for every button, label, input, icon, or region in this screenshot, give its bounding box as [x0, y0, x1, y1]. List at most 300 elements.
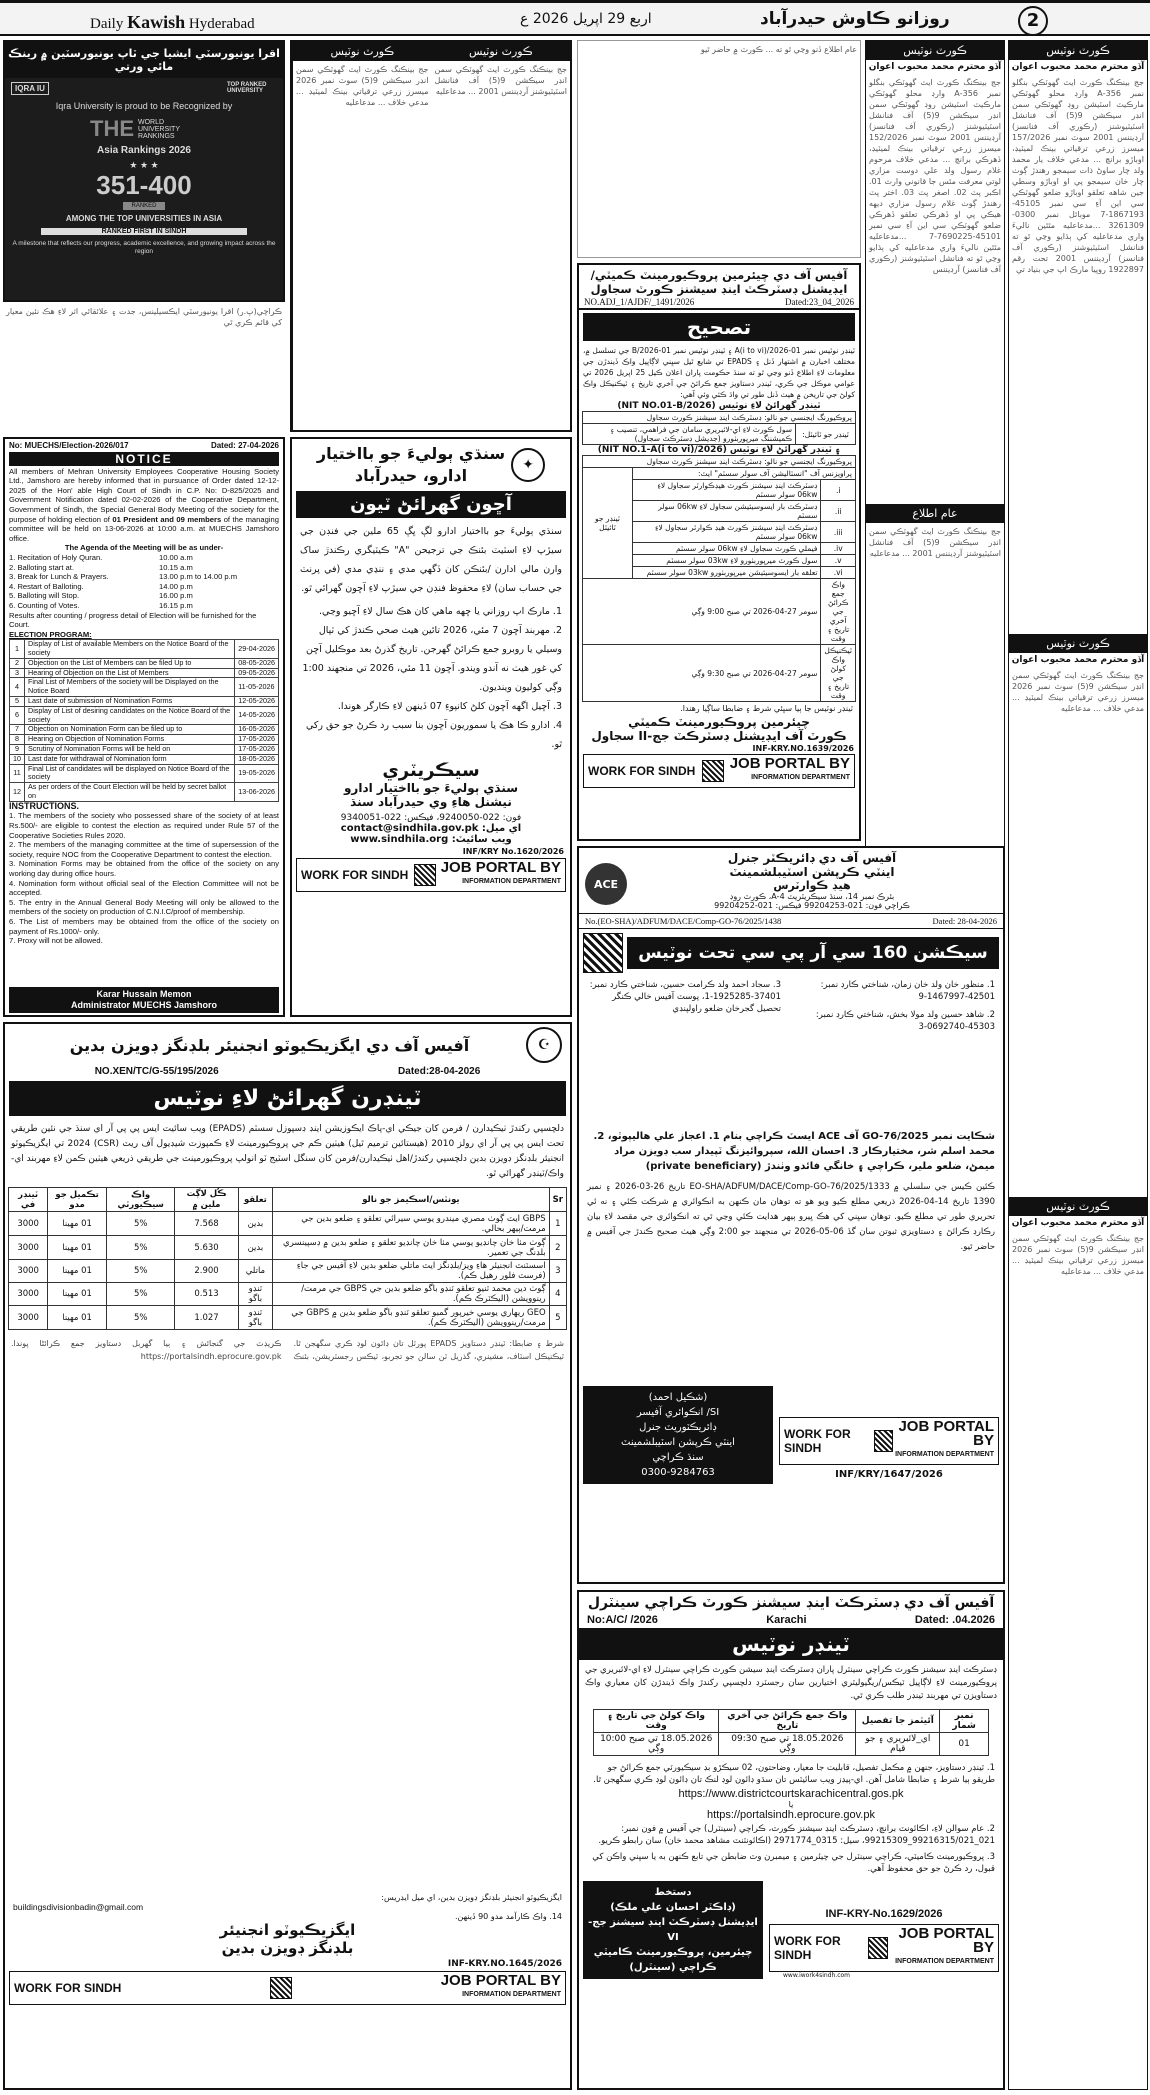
job-portal-banner [779, 1417, 999, 1465]
kc-col-header: آئيٽمز جا تفصيل [856, 1710, 940, 1733]
badin-completion: 01 مهينا [48, 1283, 107, 1306]
program-num: 6 [10, 706, 25, 725]
program-date: 16-05-2026 [235, 725, 279, 735]
program-date: 13-06-2026 [235, 783, 279, 802]
court-notice-header: ڪورٽ نوٽيس [866, 41, 1004, 60]
kc-point2: 2. عام سوالن لاءِ، اڪائونٽ برانچ، ڊسٽرڪٽ اينڊ سيشنز ڪورٽ، ڪراچي (سينٽرل) جي آفيس ۾ فون نمبر: 021_99216315/021_99215309، سيل: 0315_2971774 (اڪائونٽنٽ مشاهد محمد خان) سان رابطو ڪريو. [598, 1824, 995, 1846]
kc-url2[interactable]: https://portalsindh.eprocure.gov.pk [707, 1809, 875, 1821]
court-notice-header: ڪورٽ نوٽيس [432, 42, 571, 61]
ace-person: 2. شاهد حسين ولد مولا بخش، شناختي ڪارڊ نمبر: 45303-0692740-3 [815, 1010, 995, 1032]
sujawal-sign2: ڪورٽ آف ايڊيشنل ڊسٽرڪٽ جج-II سجاول [591, 729, 847, 743]
nit-a-opening-value: سومر 27-04-2026 تي صبح 9:30 وڳي [583, 645, 821, 702]
ace-section160-notice [577, 846, 1005, 1584]
ace-title: سيڪشن 160 سي آر پي سي تحت نوٽيس [627, 937, 999, 969]
program-desc: As per orders of the Court Election will be held by secret ballot on [25, 783, 235, 802]
agenda-label: 3. Break for Lunch & Prayers. [9, 572, 109, 582]
badin-security: 5% [106, 1260, 175, 1283]
program-date: 29-04-2026 [235, 640, 279, 659]
nit-a-item-num: iv. [821, 543, 856, 555]
badin-sr: 3 [549, 1260, 566, 1283]
nit-a-agency: پروڪيورنگ ايجنسي جو نالو: ڊسٽرڪٽ اينڊ سيشنز ڪورٽ سجاول [583, 456, 856, 468]
ace-inf: INF/KRY/1647/2026 [835, 1469, 943, 1480]
badin-col-header: تڪميل جو مدو [48, 1188, 107, 1212]
stars-icon: ★ ★ ★ [129, 160, 159, 170]
program-date: 11-05-2026 [235, 678, 279, 697]
court-notice-addressee: آڏو محترم محمد محبوب اعوان [1011, 655, 1145, 665]
asia-rankings: Asia Rankings 2026 [97, 145, 191, 156]
ace-sign-phone: 0300-9284763 [641, 1467, 715, 1478]
court-notice-body: جج بينڪنگ ڪورٽ ايٽ گهوٽڪي سمن انڊر سيڪشن 9(5) آف فنانشل اسٽيٽيوشنز آرڊيننس 2001 ... مدعاعليه [869, 527, 1001, 558]
sujawal-ref: NO.ADJ_1/AJDF/_1491/2026 [584, 297, 695, 307]
nit-a-provision-row [583, 468, 856, 480]
agenda-time: 10.00 a.m [159, 552, 193, 562]
ace-sign-name: (شڪيل احمد) [648, 1392, 708, 1403]
badin-sr: 1 [549, 1212, 566, 1236]
badin-fee: 3000 [9, 1260, 48, 1283]
election-program-table [9, 639, 279, 802]
sindhila-org-line2: ادارو، حيدرآباد [354, 466, 468, 485]
agenda-label: 4. Restart of Balloting. [9, 581, 84, 591]
program-row [10, 745, 279, 755]
instructions-title: INSTRUCTIONS. [9, 800, 80, 811]
agenda-time: 13.00 p.m to 14.00 p.m [159, 572, 238, 582]
job-portal-by: JOB PORTAL BY [898, 1925, 994, 1956]
badin-col-header: ٽينڊر في [9, 1188, 48, 1212]
top-ranked-badge: TOP RANKED UNIVERSITY [227, 82, 267, 94]
instruction-item: 3. Nomination Forms may be obtained from the office of the society on any working day during office hours. [9, 859, 279, 878]
job-portal-url[interactable]: www.iwork4sindh.com [783, 1972, 851, 1979]
work-for-sindh: WORK FOR SINDH [301, 868, 409, 882]
nit-a-title: ۽ ٽينڊر گهرائڻ لاءِ نوٽيس (NIT NO.1-A(i to vi)/2026) [597, 445, 841, 455]
notice-ref: No: MUECHS/Election-2026/017 [9, 441, 129, 450]
nit-a-item-text: ڊسٽرڪٽ بار ايسوسيئيشن سجاول لاءِ 06kw سولر سسٽم [633, 501, 821, 522]
badin-fee: 3000 [9, 1236, 48, 1260]
sujawal-tender-correction [577, 263, 861, 841]
court-notice-addressee: آڏو محترم محمد محبوب اعوان [1011, 62, 1145, 72]
signatory-title: Administrator MUECHS Jamshoro [70, 1000, 218, 1010]
sindh-govt-emblem-icon: ☪ [526, 1027, 562, 1063]
iqra-logo: IQRA IU [11, 82, 49, 95]
badin-scheme: GBPS ايٽ ڳوٺ مصري ميندرو يوسي سيرائي تعلقو ۽ ضلعو بدين جي مرمت/ٻيهر بحالي. [273, 1212, 550, 1236]
program-desc: Hearing on Objection of Nomination Forms [25, 735, 235, 745]
agenda-label: 1. Recitation of Holy Quran. [9, 552, 103, 562]
sindhila-org-line1: سنڌي ٻوليءَ جو بااختيار [316, 444, 506, 463]
badin-scheme: ڳوٺ مٺا خان چانڊيو يوسي مٺا خان چانڊيو تعلقو ۽ ضلعو بدين ۾ ڊسپينسري بلڊنگ جي تعمير. [273, 1236, 550, 1260]
work-for-sindh: WORK FOR SINDH [588, 764, 696, 778]
agenda-list [9, 553, 279, 611]
program-num: 10 [10, 754, 25, 764]
ace-office1: آفيس آف دي ڊائريڪٽر جنرل [727, 851, 897, 865]
qr-code-icon [874, 1430, 893, 1452]
kc-point3: 3. پروڪيورمينٽ ڪاميٽي، ڪراچي سينٽرل جي چيئرمين ۽ ميمبرن وٽ ضابطن جي تابع ڪنهن به يا سڀني واڪن کي قبول، رد ڪرڻ جو حق محفوظ آهي. [592, 1852, 995, 1874]
nit-a-agency-row [583, 456, 856, 468]
sujawal-inf: INF-KRY.NO.1639/2026 [752, 744, 854, 753]
badin-col-header: تعلقو [238, 1188, 273, 1212]
kc-col-header: واڪ کولڻ جي تاريخ ۽ وقت [594, 1710, 719, 1733]
program-num: 2 [10, 658, 25, 668]
badin-table-row [9, 1306, 567, 1330]
info-dept: INFORMATION DEPARTMENT [751, 774, 850, 781]
program-num: 9 [10, 745, 25, 755]
sindhila-investment-notice [290, 437, 572, 1017]
kc-col-header: نمبر شمار [940, 1710, 989, 1733]
nit-a-opening-label: ٽيڪنيڪل واڪ کولڻ جي تاريخ ۽ وقت [821, 645, 856, 702]
ace-person: 3. سجاد احمد ولد ڪرامت حسين، شناختي ڪارڊ نمبر: 37401-1925285-1، پوسٽ آفيس خالي ڪنگر تحصيل گجرخان ضلعو راولپنڊي [589, 980, 781, 1014]
badin-security: 5% [106, 1236, 175, 1260]
program-desc: Display of List of desiring candidates on the Notice Board of the society [25, 706, 235, 725]
nit-a-item-num: ii. [821, 501, 856, 522]
iqra-article-body: ڪراچي(پ.ر) اقرا يونيورسٽي ايڪسيلينس، جدت ۽ علائقائي اثر لاءِ هڪ نئين معيار کي قائم ڪري ٿي [6, 307, 282, 327]
nit-a-deadline-label: واڪ جمع ڪرائڻ جي آخري تاريخ ۽ وقت [821, 579, 856, 645]
masthead [0, 0, 1150, 36]
sindhila-point: 2. مهربند آڇون 7 مئي، 2026 تائين هيٺ صحي ڪندڙ کي ٽپال وسيلي يا روبرو جمع ڪرائڻ گهرجن. تاريخ گذرڻ بعد موڪليل آڇن کي غور هيٺ نه آندو ويندو. آڇون 11 مئي، 2026 تي منجهند 1:00 وڳي کوليون وينديون. [302, 625, 562, 693]
kc-city: Karachi [766, 1614, 807, 1626]
court-notice-body: جج بينڪنگ ڪورٽ ايٽ گهوٽڪي بنگلو نمبر 356-A وارڊ محلو گهوٽڪي مارڪيٽ اسٽيشن روڊ گهوٽڪي سمن انڊر سيڪشن 9(5) آف فنانشل اسٽيٽيوشنز (رڪوري آف فنانسز) آرڊيننس 2001 سوٽ نمبر 152/2026 ميسرز زرعي ترقياتي بينڪ لميٽيڊ، ڏهرڪي برانچ ... مدعي خلاف مرحوم غلام رسول ولد علي دوست مزاري لوتي معرفت مٿس جا قانوني وارث 01. اڪبر پٽ 02. اصغر پٽ 03. اختر پٽ رهندڙ ڳوٺ غلام رسول مزاري ديهه هيڪي پي او ڏهرڪي تعلقو ڏهرڪي ضلعو گهوٽڪي سي اين آءِ سي نمبر 45101-7690225-7 ...مدعاعليه مٿئين ناليءَ واري مدعاعليه کي ٻڌايو وڃي ٿو ته فنانشل اسٽيٽيوشنز (رڪوري آف فنانسز) آرڊيننس [869, 78, 1001, 274]
badin-sr: 5 [549, 1306, 566, 1330]
badin-scheme: ڳوٺ دين محمد ٽنيو تعلقو ٽنڊو باگو ضلعو بدين جي GBPS جي مرمت/رينوويشن (اليڪٽرڪ ڪم). [273, 1283, 550, 1306]
program-date: 17-05-2026 [235, 745, 279, 755]
sujawal-body: ٽينڊر نوٽيس نمبر 01-A(i to vi)/2026 ۽ ٽينڊر نوٽيس نمبر 01-B/2026 جي تسلسل ۾، مختلف اخبارن ۾ اشتهار ڏنل ۽ EPADS تي شايع ٿيل سڀني لاڳاپيل واڪ ڏيندڙن جي معلومات لاءِ اطلاع ڏنو وڃي ٿو ته سنڌ حڪومت پاران اعلان ڪيل 25 اپريل 2026 تي عوامي موڪل جي ڪري، ٽينڊر دستاويز جمع ڪرائڻ جي آخري تاريخ ۽ ٽيڪنيڪل واڪ کولڻ جي تاريخن ۾ هيٺ ڏنل طور تي واڌ ڪئي وئي آهي: [583, 346, 856, 399]
nit-a-item-num: i. [821, 480, 856, 501]
badin-col-header: يونٽس/اسڪيمز جو نالو [273, 1188, 550, 1212]
badin-completion: 01 مهينا [48, 1236, 107, 1260]
instruction-item: 4. Nomination form without official seal of the Election Committee will not be accepted. [9, 878, 279, 898]
sindhila-phone: فون: 022-9240050، فيڪس: 022-9340051 [340, 813, 522, 823]
ace-sign-org2: اينٽي ڪرپشن اسٽيبلشمينٽ [621, 1437, 735, 1448]
sujawal-sign1: چيئرمين پروڪيورمينٽ ڪميٽي [628, 715, 810, 729]
court-notice-column-a [1008, 40, 1148, 2090]
badin-email-label: ايگزيڪيوٽو انجنيئر بلڊنگز ڊويزن بدين، اي ميل ايڊريس: [381, 1893, 562, 1902]
sujawal-title: تصحيح [583, 313, 855, 341]
kc-ref: No:A/C/ /2026 [587, 1614, 658, 1626]
badin-table-row [9, 1260, 567, 1283]
badin-col-header: ڪُل لاڳت ملين ۾ [175, 1188, 238, 1212]
court-notice-body: عام اطلاع ڏنو وڃي ٿو ته ... ڪورٽ ۾ حاضر ٿيو [577, 40, 861, 258]
program-row [10, 697, 279, 707]
court-notice-header: ڪورٽ نوٽيس [293, 42, 432, 61]
program-row [10, 764, 279, 783]
job-portal-by: JOB PORTAL BY [440, 859, 561, 876]
notice-title: NOTICE [9, 452, 279, 466]
court-notice-body: جج بينڪنگ ڪورٽ ايٽ گهوٽڪي سمن انڊر سيڪشن 9(5) سوٽ نمبر 2026 ميسرز زرعي ترقياتي بينڪ لميٽيڊ ... مدعي خلاف ... مدعاعليه [296, 65, 429, 107]
program-date: 09-05-2026 [235, 668, 279, 678]
badin-cost: 0.513 [175, 1283, 238, 1306]
program-row [10, 658, 279, 668]
instruction-item: 7. Proxy will not be allowed. [9, 936, 103, 946]
nit-a-title-label: ٽينڊر جو ٽائيٽل [583, 468, 633, 579]
court-notice-addressee: آڏو محترم محمد محبوب اعوان [1011, 1218, 1145, 1228]
qr-code-icon [868, 1937, 888, 1959]
program-desc: Objection on Nomination Form can be filed up to [25, 725, 235, 735]
karachi-central-tender-notice [577, 1590, 1005, 2090]
sindhila-sign-title: سيڪريٽري [382, 760, 480, 781]
work-for-sindh: WORK FOR SINDH [774, 1934, 841, 1962]
program-date: 19-05-2026 [235, 764, 279, 783]
nit-a-table [582, 455, 856, 702]
muechs-signatory [9, 987, 279, 1013]
program-title: ELECTION PROGRAM: [9, 629, 92, 639]
badin-sign2: بلڊنگز ڊويزن بدين [221, 1939, 354, 1957]
badin-table-row [9, 1236, 567, 1260]
kc-url1[interactable]: https://www.districtcourtskarachicentral.gos.pk [678, 1788, 904, 1800]
program-desc: Hearing of Objection on the List of Members [25, 668, 235, 678]
ace-body: ڪئين ڪيس جي سلسلي ۾ EO-SHA/ADFUM/DACE/Comp-GO-76/2025/1333 تاريخ 26-03-2026 ۽ نمبر 1390 تاريخ 14-04-2026 ذريعي مطلع ڪيو ويو هو ته توهان مان ڪنهن به انڪوائري ۾ شرڪت ڪئي ۽ نه ئي تحريري طور تي مطلع ڪيو. توهان سڀني کي هڪ ڀيرو ٻيهر هدايت ڪئي وڃي ٿي ته انڪوائري جي مقصد لاءِ بيان رڪارڊ ڪرائڻ ۽ دستاويزي ثبوتن سان گڏ 06-05-2026 تي منجهند جو 2:00 وڳي هيٺ صحيح ڪندڙ جي آفيس ۾ حاضر ٿيو. [587, 1182, 995, 1252]
sindhila-points [292, 602, 570, 754]
program-row [10, 754, 279, 764]
kc-date: Dated: .04.2026 [914, 1614, 995, 1626]
program-date: 14-05-2026 [235, 706, 279, 725]
nit-a-item-num: v. [821, 555, 856, 567]
badin-office: آفيس آف دي ايگزيڪيوٽو انجنيئر بلڊنگز ڊويزن بدين [69, 1035, 470, 1055]
qr-code-icon [583, 933, 623, 973]
work-for-sindh: WORK FOR SINDH [14, 1981, 122, 1995]
badin-table-row [9, 1283, 567, 1306]
qr-code-icon [702, 760, 724, 782]
ace-date: Dated: 28-04-2026 [932, 916, 997, 926]
agenda-label: 6. Counting of Votes. [9, 600, 80, 610]
notice-date: Dated: 27-04-2026 [210, 441, 279, 450]
badin-security: 5% [106, 1306, 175, 1330]
badin-cost: 5.630 [175, 1236, 238, 1260]
badin-conditions: شرط ۽ ضابطا: ٽينڊر دستاويز EPADS پورٽل تان ڊائون لوڊ ڪري سگهجن ٿا. ٽيڪنيڪل اسٽاف، مشينري، گذريل ٽن سالن جو تجربو، ٽيڪس رجسٽريشن، بئنڪ ڪريڊٽ جي گنجائش ۽ ٻيا گهربل دستاويز جمع ڪرائڻا پوندا. https://portalsindh.eprocure.gov.pk [11, 1339, 564, 1361]
qr-code-icon [414, 864, 436, 886]
kc-col-header: واڪ جمع ڪرائڻ جي آخري تاريخ [719, 1710, 856, 1733]
program-num: 5 [10, 697, 25, 707]
program-row [10, 640, 279, 659]
program-date: 08-05-2026 [235, 658, 279, 668]
badin-taluka: بدين [238, 1212, 273, 1236]
nit-a-item-num: iii. [821, 522, 856, 543]
program-row [10, 783, 279, 802]
agenda-label: 5. Balloting will Stop. [9, 591, 80, 601]
badin-inf: INF-KRY.NO.1645/2026 [447, 1959, 562, 1969]
iqra-university-ad [3, 40, 285, 302]
program-desc: Scrutiny of Nomination Forms will be held on [25, 745, 235, 755]
badin-title: ٽينڊرن گهرائڻ لاءِ نوٽيس [9, 1081, 566, 1116]
agenda-time: 16.00 p.m [159, 591, 193, 601]
nit-a-item-text: ڊسٽرڪٽ اينڊ سيشنز ڪورٽ هيڊ ڪوارٽر سجاول لاءِ 06kw سولر سسٽم [633, 522, 821, 543]
program-desc: Display of List of available Members on the Notice Board of the society [25, 640, 235, 659]
results-note: Results after counting / progress detail of Election will be furnished for the Court. [9, 610, 257, 630]
info-dept: INFORMATION DEPARTMENT [462, 878, 561, 885]
job-portal-by: JOB PORTAL BY [440, 1972, 561, 1989]
sindhila-email[interactable]: اي ميل: contact@sindhila.gov.pk [340, 823, 522, 834]
ace-sign-org1: ڊائريڪٽوريٽ جنرل [639, 1422, 717, 1433]
sujawal-date: Dated:23_04_2026 [785, 297, 854, 307]
badin-security: 5% [106, 1283, 175, 1306]
badin-point14: 14. واڪ ڪارآمد مدو 90 ڏينهن. [455, 1912, 562, 1921]
program-row [10, 706, 279, 725]
ace-addr: بئرڪ نمبر 14، سنڌ سيڪريٽريٽ 4-A، ڪورٽ روڊ [729, 892, 895, 901]
badin-scheme: GEO ريهاري يوسي خيرپور گمبو تعلقو ٽنڊو باگو ضلعو بدين ۾ GBPS جي مرمت/رينوويشن (اليڪٽرڪ ڪم). [273, 1306, 550, 1330]
badin-taluka: بدين [238, 1236, 273, 1260]
info-dept: INFORMATION DEPARTMENT [895, 1958, 994, 1965]
sindhila-point: 1. مارڪ اپ روزاني يا ڇهه ماهي کان هڪ سال لاءِ آڇيو وڃي. [319, 606, 562, 617]
notice-intro: All members of Mehran University Employees Cooperative Housing Society Ltd., Jamshoro are hereby informed that in pursuance of Order dated 12-12-2025 of the Hon' able High Court of Sindh in C.P. No: D-825/2025 and Government Notification dated 02-02-2026 of the Cooperative Department, Government of Sindh, the Special General Body Meeting of the society for the purpose of holding election of 01 President and 09 members of the managing committee will be held on 13-06-2026 at 10:00 a.m. at MUECHS Jamshoro office. [9, 466, 279, 543]
nit-a-item-num: vi. [821, 567, 856, 579]
kc-sign-name: (ڊاڪٽر احسان علي ملڪ) [610, 1902, 736, 1913]
badin-taluka: ٽنڊو باگو [238, 1306, 273, 1330]
court-notice-body: جج بينڪنگ ڪورٽ ايٽ گهوٽڪي سمن انڊر سيڪشن 9(5) سوٽ نمبر 2026 ميسرز زرعي ترقياتي بينڪ لميٽيڊ ... مدعي خلاف ... مدعاعليه [1012, 1234, 1144, 1276]
court-notice-addressee: آڏو محترم محمد محبوب اعوان [868, 62, 1002, 72]
instructions-list [9, 811, 279, 945]
badin-fee: 3000 [9, 1306, 48, 1330]
court-notices-column-group [290, 40, 572, 432]
ace-signatory [583, 1386, 773, 1484]
info-dept: INFORMATION DEPARTMENT [895, 1451, 994, 1458]
badin-taluka: ٽنڊو باگو [238, 1283, 273, 1306]
info-dept: INFORMATION DEPARTMENT [462, 1991, 561, 1998]
sindhila-title: آڇون گھرائڻ ٽيون [296, 491, 566, 518]
rank-value: 351-400 [96, 170, 192, 200]
badin-completion: 01 مهينا [48, 1306, 107, 1330]
badin-security: 5% [106, 1212, 175, 1236]
instruction-item: 6. The List of members may be obtained from the office of the society on payment of Rs.1000/- only. [9, 916, 279, 936]
program-date: 12-05-2026 [235, 697, 279, 707]
ace-office3: هيڊ ڪوارٽرس [773, 879, 851, 892]
agenda-item [9, 553, 279, 563]
badin-cost: 1.027 [175, 1306, 238, 1330]
work-for-sindh: WORK FOR SINDH [784, 1427, 851, 1455]
sindhila-sign-org: سنڌي ٻوليءَ جو بااختيار ادارو [343, 781, 519, 795]
program-date: 17-05-2026 [235, 735, 279, 745]
ace-sign-city: سنڌ ڪراچي [652, 1452, 704, 1463]
program-num: 7 [10, 725, 25, 735]
sindhila-inf: INF/KRY No.1620/2026 [462, 847, 564, 856]
nit-a-provision: پراويزنس آف "انسٽاليشن آف سولر سسٽم" ايٽ: [633, 468, 856, 480]
job-portal-banner [9, 1971, 566, 2005]
ace-ref: No.(EO-SHA)/ADFUM/DACE/Comp-GO-76/2025/1438 [585, 916, 782, 926]
kc-table-row: 01 اي_لائبريري ۽ جو قيام 18.05.2026 تي صبح 09:30 وڳي 18.05.2026 تي صبح 10:00 وڳي [594, 1733, 989, 1756]
badin-date: Dated:28-04-2026 [398, 1066, 481, 1077]
court-notice-header: ڪورٽ نوٽيس [1009, 41, 1147, 60]
agenda-item [9, 591, 279, 601]
badin-tender-notice [3, 1022, 572, 2090]
job-portal-banner [296, 858, 566, 892]
ace-persons [579, 977, 1003, 1127]
badin-cost: 7.568 [175, 1212, 238, 1236]
badin-sign1: ايگزيڪيوٽو انجنيئر [219, 1921, 356, 1939]
nit-a-item-text: سول ڪورٽ ميرپوربٺورو لاءِ 03kw سولر سسٽم [633, 555, 821, 567]
agenda-item [9, 601, 279, 611]
nit-b-title: ٽينڊر گهرائڻ لاءِ نوٽيس (NIT NO.01-B/2026) [617, 401, 821, 411]
badin-cost: 2.900 [175, 1260, 238, 1283]
sindhila-sign-addr: نيشنل هاءِ وي حيدرآباد سنڌ [350, 795, 512, 809]
wur-logo: WORLD UNIVERSITY RANKINGS [138, 118, 180, 140]
program-num: 4 [10, 678, 25, 697]
court-notice-body: جج بينڪنگ ڪورٽ ايٽ گهوٽڪي سمن انڊر سيڪشن 9(5) سوٽ نمبر 2026 ميسرز زرعي ترقياتي بينڪ لميٽيڊ ... مدعي خلاف ... مدعاعليه [1012, 671, 1144, 713]
masthead-title: روزانو ڪاوش حيدرآباد [760, 9, 950, 29]
job-portal-by: JOB PORTAL BY [729, 755, 850, 772]
badin-email[interactable]: buildingsdivisionbadin@gmail.com [13, 1902, 144, 1912]
agenda-item [9, 582, 279, 592]
sindhila-logo-icon: ✦ [511, 448, 545, 482]
program-desc: Final List of Members of the society will be Displayed on the Notice Board [25, 678, 235, 697]
page-number: 2 [1018, 6, 1048, 36]
kc-sign-city: ڪراچي (سينٽرل) [629, 1962, 717, 1973]
kc-office: آفيس آف دي ڊسٽرڪٽ اينڊ سيشنز ڪورٽ ڪراچي سينٽرل [587, 1595, 995, 1611]
badin-fee: 3000 [9, 1283, 48, 1306]
agenda-item [9, 572, 279, 582]
job-portal-by: JOB PORTAL BY [898, 1418, 994, 1449]
qr-code-icon [270, 1977, 292, 1999]
kc-point1: 1. ٽينڊر دستاويز، جنهن ۾ مڪمل تفصيل، قابليت جا معيار، وضاحتون، 02 سيڪڙو بڊ سيڪيورٽي جمع ڪرائڻ جو طريقو ٻيا شرط ۽ ضابطا شامل آهن. اي-پيڊز ويب سائيٽس تان سڌو ڊائون لوڊ لنڪ تان ڊائون لوڊ ڪري سگهجن ٿا. [593, 1763, 995, 1785]
sindhila-point: 4. ادارو ڪا هڪ يا سموريون آڇون بنا سبب رد ڪرڻ جو حق رکي ٿو. [305, 720, 562, 750]
job-portal-banner [769, 1924, 999, 1972]
badin-scheme: اسسٽنٽ انجنيئر هاءِ ويز/بلڊنگز ايٽ ماتلي ضلعو بدين لاءِ آفيس جي جاءِ (فرسٽ فلور رهيل ڪم). [273, 1260, 550, 1283]
badin-ref: NO.XEN/TC/G-55/195/2026 [94, 1066, 219, 1077]
kc-sign-role: چيئرمين، پروڪيورمينٽ ڪاميٽي [593, 1947, 753, 1958]
nit-a-deadline-row [583, 579, 856, 645]
program-date: 18-05-2026 [235, 754, 279, 764]
badin-col-header: واڪ سيڪيورٽي [106, 1188, 175, 1212]
kc-tender-table [593, 1709, 989, 1756]
court-notice-header: ڪورٽ نوٽيس [1009, 1197, 1147, 1216]
agenda-item [9, 563, 279, 573]
sindhila-website[interactable]: ويب سائيٽ: www.sindhila.org [350, 834, 512, 845]
badin-tender-table [8, 1187, 567, 1330]
agenda-time: 10.15 a.m [159, 562, 193, 572]
program-num: 1 [10, 640, 25, 659]
the-logo: THE [90, 116, 134, 141]
ace-person: 1. منظور خان ولد خان زمان، شناختي ڪارڊ نمبر: 42501-1467997-9 [820, 980, 995, 1002]
badin-taluka: ماتلي [238, 1260, 273, 1283]
muechs-election-notice [3, 437, 285, 1017]
sindhila-point: 3. آڇيل اگهه آڇون کلڻ کانپوءِ 07 ڏينهن لاءِ ڪارگر هوندا. [337, 701, 562, 712]
kc-sign-label: دستخط [654, 1887, 692, 1898]
sujawal-office1: آفيس آف دي چيئرمين پروڪيورمينٽ ڪميٽي/ [590, 268, 848, 282]
masthead-english: Daily Kawish Hyderabad [90, 12, 255, 32]
ace-sign-title: SI/ انڪوائري آفيسر [636, 1407, 720, 1418]
badin-table-row [9, 1212, 567, 1236]
nit-a-opening-row [583, 645, 856, 702]
court-notice-header: ڪورٽ نوٽيس [1009, 634, 1147, 653]
nit-a-item-text: فيملي ڪورٽ سجاول لاءِ 06kw سولر سسٽم [633, 543, 821, 555]
masthead-date: اربع 29 اپريل 2026 ع [520, 11, 652, 27]
court-notice-body: جج بينڪنگ ڪورٽ ايٽ گهوٽڪي بنگلو نمبر 356-A وارڊ محلو گهوٽڪي مارڪيٽ اسٽيشن روڊ گهوٽڪي سمن انڊر سيڪشن 9(5) آف فنانشل اسٽيٽيوشنز (رڪوري آف فنانسز) آرڊيننس 2001 سوٽ نمبر 157/2026 ميسرز زرعي ترقياتي بينڪ لميٽيڊ، اوباڙو برانچ ... مدعي خلاف يار محمد ولد چار ساوڻ ذات سيمجو رهندڙ ڳوٺ چار خان سيمجو پي او اوباڙو وسطي جين شاهه تعلقو اوباڙو ضلعو گهوٽڪي سي اين آءِ سي نمبر 45105-1867193-7 موبائل نمبر 0300-3261309 ...مدعاعليه مٿئين ناليءَ واري مدعاعليه کي ٻڌايو وڃي ٿو ته فنانشل اسٽيٽيوشنز (رڪوري آف فنانسز) آرڊيننس 2001 تحت رقم 1922897 روپيا مارڪ اپ جي بنياد تي [1012, 78, 1145, 274]
kc-title: ٽينڊر نوٽيس [579, 1628, 1003, 1660]
program-desc: Last date of submission of Nomination Forms [25, 697, 235, 707]
signatory-name: Karar Hussain Memon [96, 989, 192, 999]
badin-fee: 3000 [9, 1212, 48, 1236]
ace-subject: شڪايت نمبر GO-76/2025 آف ACE ايسٽ ڪراچي بنام 1. اعجاز علي هاليپوٽو، 2. محمد اسلم شر، مختيارڪار 3. احسان الله، سپروائيزنگ ٽپيدار سب ڊويزن مراد ميمڻ، ضلعو ملير، ڪراچي ۽ خانگي فائدو وٺندڙ (private beneficiary) [593, 1131, 995, 1172]
program-num: 8 [10, 735, 25, 745]
sujawal-note: ٽينڊر نوٽيس جا ٻيا سڀئي شرط ۽ ضابطا ساڳيا رهندا. [680, 704, 853, 713]
nit-a-deadline-value: سومر 27-04-2026 تي صبح 9:00 وڳي [583, 579, 821, 645]
kc-or: يا [788, 1800, 794, 1809]
program-num: 3 [10, 668, 25, 678]
ace-phone: ڪراچي فون: 021-99204253 فيڪس: 021-99204252 [714, 901, 910, 910]
court-notice-body: جج بينڪنگ ڪورٽ ايٽ گهوٽڪي سمن انڊر سيڪشن 9(5) آف فنانشل اسٽيٽيوشنز آرڊيننس 2001 ... مدعاعليه [434, 65, 567, 96]
ace-office2: اينٽي ڪرپشن اسٽيبلشمينٽ [729, 865, 895, 879]
badin-completion: 01 مهينا [48, 1260, 107, 1283]
badin-sr: 4 [549, 1283, 566, 1306]
program-desc: Final List of candidates will be displayed on Notice Board of the society [25, 764, 235, 783]
instruction-item: 2. The members of the managing committee at the time of supersession of the society, require NOC from the Cooperative Department to contest the election. [9, 840, 279, 859]
agenda-label: 2. Balloting start at. [9, 562, 75, 572]
nit-a-item-text: ڊسٽرڪٽ اينڊ سيشنز ڪورٽ هيڊڪوارٽر سجاول لاءِ 06kw سولر سسٽم [633, 480, 821, 501]
instruction-item: 5. The entry in the Annual General Body Meeting will only be allowed to the members of the society on production of C.N.I.C/proof of membership. [9, 897, 279, 917]
iqra-proud: Iqra University is proud to be Recognized by [55, 101, 233, 111]
agenda-time: 14.00 p.m [159, 581, 193, 591]
court-notice-header: عام اطلاع [866, 504, 1004, 523]
instruction-item: 1. The members of the society who possessed share of the society of at least Rs.500/- are eligible to contest the election as required under Rule 57 of the Cooperative Societies Rules 2020. [9, 811, 279, 840]
kc-inf: INF-KRY-No.1629/2026 [825, 1908, 943, 1920]
agenda-title: The Agenda of the Meeting will be as under- [64, 543, 224, 553]
job-portal-banner [583, 754, 855, 788]
program-desc: Objection on the List of Members can be filed Up to [25, 658, 235, 668]
first-in-sindh: RANKED FIRST IN SINDH [41, 228, 247, 235]
